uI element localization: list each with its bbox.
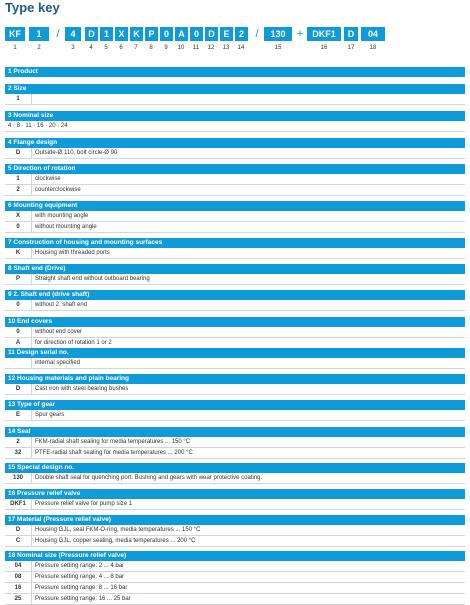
position-number-row [5,44,465,53]
position-number: 6 [119,45,123,51]
type-key-section [5,264,465,285]
position-number: 3 [71,45,75,51]
code-cell: K [130,27,143,41]
option-description: Pressure setting range: 16 ... 25 bar [35,596,131,602]
section-row [5,327,465,338]
section-row [5,410,465,421]
section-heading: 15 Special design no. [5,463,465,473]
position-number: 2 [37,45,41,51]
type-key-section [5,67,465,77]
code-cell: KF [5,27,25,41]
section-row [5,499,465,510]
option-code: 1 [5,174,32,184]
code-separator: / [56,28,60,40]
type-key-section [5,515,465,547]
code-cell: D [85,27,98,41]
position-number: 7 [134,45,138,51]
option-code: 130 [5,473,32,483]
type-key-section [5,317,465,349]
option-code: 16 [5,583,32,593]
section-heading: 6 Mounting equipment [5,201,465,211]
option-description: Housing GJL, copper sealing, media temperatures ... 200 °C [35,538,196,544]
code-separator: + [296,28,304,40]
option-description [32,94,35,104]
position-number: 12 [207,45,215,51]
type-key-section [5,400,465,421]
section-heading: 16 Pressure relief valve [5,489,465,499]
option-code: D [5,525,32,535]
type-key-section [5,290,465,311]
position-number: 10 [177,45,185,51]
type-key-section [5,84,465,105]
code-cell: X [115,27,128,41]
option-description: Pressure relief valve for pump size 1 [35,501,133,507]
section-row [5,536,465,547]
option-description: Outside-Ø 110, bolt circle-Ø 90 [35,150,118,156]
option-description: FKM-radial shaft sealing for media temperatures ... 150 °C [35,439,191,445]
section-heading: 3 Nominal size [5,111,465,121]
option-description: Cast iron with steel bearing bushes [35,386,129,392]
code-separator: / [255,28,259,40]
option-code: X [5,211,32,221]
section-row [5,583,465,594]
position-number: 15 [274,45,282,51]
section-heading: 1 Product [5,67,465,77]
code-cell: 04 [361,27,385,41]
section-heading: 9 2. Shaft end (drive shaft) [5,290,465,300]
section-row [5,525,465,536]
option-code: D [5,148,32,158]
option-code: 2 [5,185,32,195]
option-code: E [5,410,32,420]
code-cell: E [220,27,233,41]
type-key-section [5,427,465,459]
code-cell: 2 [235,27,248,41]
option-code: 0 [5,300,32,310]
option-code: P [5,274,32,284]
option-code: 04 [5,561,32,571]
code-cell: 1 [100,27,113,41]
option-description: with mounting angle [35,213,89,219]
option-description: Pressure setting range: 8 ... 16 bar [35,585,128,591]
type-key-section [5,551,465,605]
code-cell: D [205,27,218,41]
code-cell: 0 [160,27,173,41]
option-description: without 2. shaft end [35,302,88,308]
section-row [5,358,465,369]
position-number: 5 [104,45,108,51]
type-key-section [5,238,465,259]
section-heading: 14 Seal [5,427,465,437]
option-description: 4 · 8 · 11 · 16 · 20 · 24 [8,123,68,129]
section-heading: 18 Nominal size (Pressure relief valve) [5,551,465,561]
option-code [5,358,32,368]
type-key-section [5,374,465,395]
position-number: 16 [320,45,328,51]
section-row [5,448,465,459]
position-number: 17 [347,45,355,51]
type-key-section [5,463,465,484]
code-cell: 0 [190,27,203,41]
option-description: counterclockwise [35,187,81,193]
option-description: Pressure setting range: 2 ... 4 bar [35,563,125,569]
code-cell: P [145,27,158,41]
option-code: K [5,248,32,258]
position-number: 18 [369,45,377,51]
section-heading: 2 Size [5,84,465,94]
code-cell: 1 [29,27,49,41]
section-row [5,94,465,105]
option-description: without end cover [35,329,83,335]
position-number: 1 [13,45,17,51]
section-row [5,384,465,395]
section-row [5,211,465,222]
section-row [5,561,465,572]
section-row [5,222,465,233]
section-row [5,121,465,132]
option-code: 08 [5,572,32,582]
option-description: for direction of rotation 1 or 2 [35,340,112,346]
option-description: internal specified [35,360,81,366]
code-cell: A [175,27,188,41]
option-description: Straight shaft end without outboard bearing [35,276,150,282]
code-cell: DKF1 [307,27,341,41]
option-code: 0 [5,327,32,337]
option-code: A [5,338,32,348]
section-row [5,148,465,159]
option-description: Pressure setting range: 4 ... 8 bar [35,574,125,580]
option-code: DKF1 [5,499,32,509]
section-heading: 17 Material (Pressure relief valve) [5,515,465,525]
section-row [5,437,465,448]
option-code: D [5,384,32,394]
option-code: 0 [5,222,32,232]
position-number: 11 [192,45,200,51]
option-description: without mounting angle [35,224,97,230]
section-row [5,473,465,484]
option-code: 32 [5,448,32,458]
section-heading: 12 Housing materials and plain bearing [5,374,465,384]
section-row [5,274,465,285]
position-number: 14 [237,45,245,51]
type-key-section [5,111,465,132]
option-code: C [5,536,32,546]
type-key-section [5,489,465,510]
code-cell: 4 [65,27,81,41]
section-heading: 11 Design serial no. [5,348,465,358]
type-key-section [5,138,465,159]
section-heading: 10 End covers [5,317,465,327]
option-description: PTFE-radial shaft sealing for media temperatures ... 200 °C [35,450,193,456]
section-row [5,185,465,196]
section-heading: 5 Direction of rotation [5,164,465,174]
position-number: 13 [222,45,230,51]
option-code: 25 [5,594,32,604]
section-row [5,572,465,583]
section-row [5,300,465,311]
option-description: Housing with threaded ports [35,250,110,256]
type-key-section [5,164,465,196]
position-number: 4 [89,45,93,51]
section-heading: 4 Flange design [5,138,465,148]
section-heading: 8 Shaft end (Drive) [5,264,465,274]
code-cell: D [344,27,358,41]
type-code-row [5,27,465,42]
type-key-section [5,348,465,369]
type-key-section [5,201,465,233]
section-row [5,174,465,185]
option-description: clockwise [35,176,61,182]
code-cell: 130 [264,27,292,41]
section-row [5,248,465,259]
option-description: Housing GJL, seal FKM-O-ring, media temperatures ... 150 °C [35,527,201,533]
section-heading: 7 Construction of housing and mounting surfaces [5,238,465,248]
position-number: 9 [164,45,168,51]
option-code: 2 [5,437,32,447]
option-code: 1 [5,94,32,104]
page-title: Type key [5,0,60,15]
position-number: 8 [149,45,153,51]
option-description: Spur gears [35,412,65,418]
option-description: Double shaft seal for quenching port. Bushing and gears with wear protective coating. [35,475,263,481]
section-heading: 13 Type of gear [5,400,465,410]
